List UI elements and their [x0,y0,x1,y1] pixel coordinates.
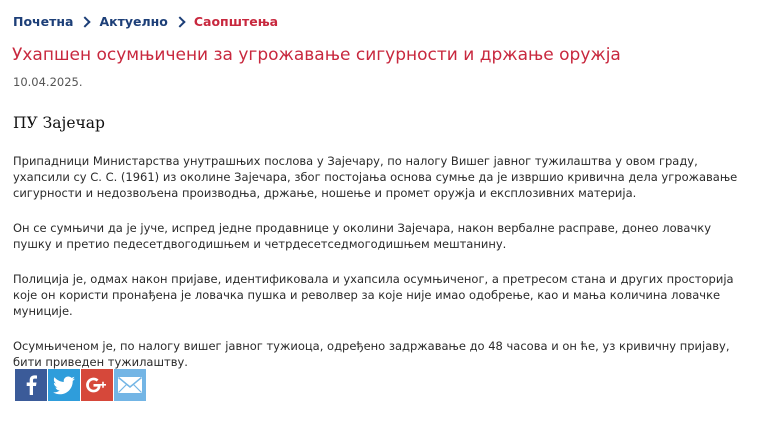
article-paragraph: Припадници Министарства унутрашњих послова у Зајечару, по налогу Вишег јавног тужилаштва у овом граду, ухапсили су С. С. (1961) из околине Зајечара, због постојања основа сумње да је извршио кривична дела угрожавање сигурности и недозвољена производња, држање, ношење и промет оружја и експлозивних материја. [13,154,738,200]
organization-name: ПУ Зајечар [13,114,105,132]
breadcrumb-home-link[interactable]: Почетна [13,14,74,29]
breadcrumb [13,14,278,29]
article-paragraph: Полиција је, одмах након пријаве, идентификовала и ухапсила осумњиченог, а претресом стана и других просторија које он користи пронађена је ловачка пушка и револвер за које није имао одобрење, као и мања количина ловачке муниције. [13,272,734,318]
article-body [13,153,748,389]
chevron-right-icon [174,16,185,27]
article-date: 10.04.2025. [13,75,83,89]
share-twitter-button[interactable] [48,369,80,401]
share-google-plus-button[interactable] [81,369,113,401]
article-paragraph: Он се сумњичи да је јуче, испред једне продавнице у околини Зајечара, након вербалне расправе, донео ловачку пушку и претио педесетдвогодишњем и четрдесетседмогодишњем мештанину. [13,221,712,251]
breadcrumb-news-link[interactable]: Актуелно [99,14,168,29]
article-paragraph: Осумњиченом је, по налогу вишег јавног тужиоца, одређено задржавање до 48 часова и он ће, уз кривичну пријаву, бити приведен тужилаштву. [13,339,730,369]
share-buttons [15,369,146,401]
email-icon [114,369,146,401]
share-email-button[interactable] [114,369,146,401]
chevron-right-icon [80,16,91,27]
facebook-icon [15,369,47,401]
article-title: Ухапшен осумњичени за угрожавање сигурности и држање оружја [12,45,621,65]
breadcrumb-current: Саопштења [193,14,279,29]
share-facebook-button[interactable] [15,369,47,401]
twitter-icon [48,369,80,401]
google-plus-icon [81,369,113,401]
